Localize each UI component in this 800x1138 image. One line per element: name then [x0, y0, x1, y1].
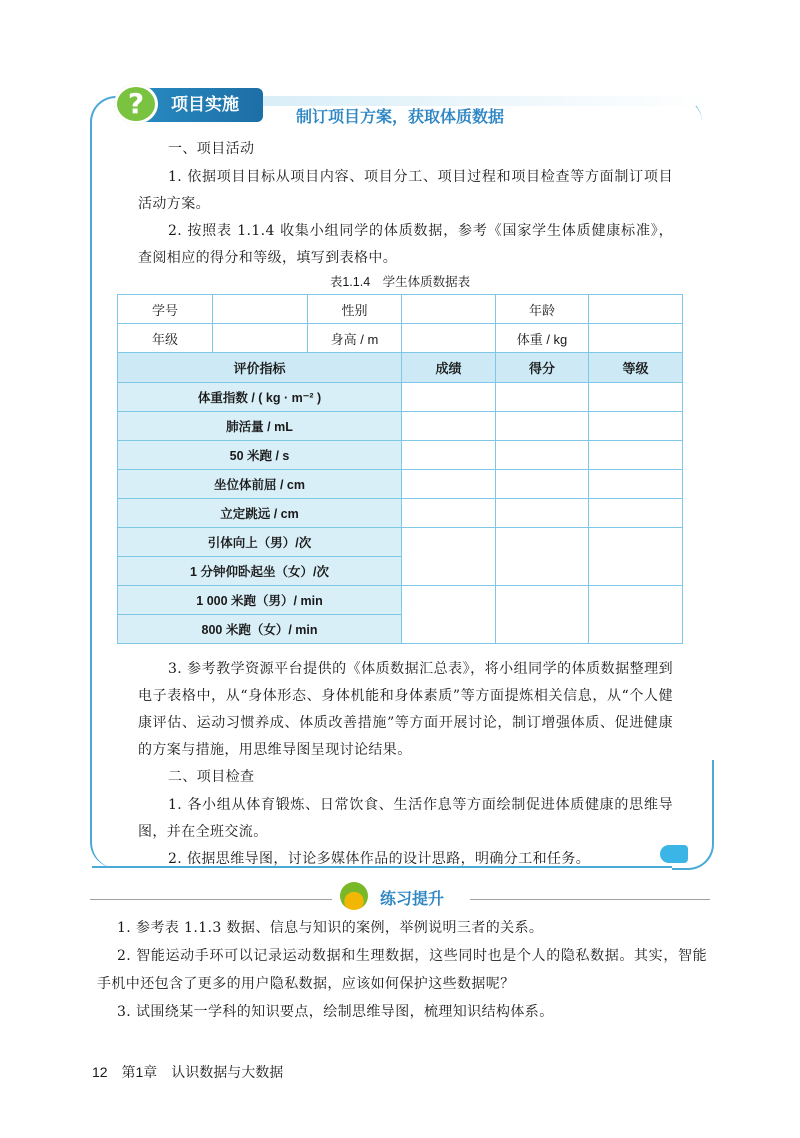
page-number: 12: [92, 1064, 108, 1080]
column-header: 等级: [589, 353, 683, 383]
indicator-cell: 1 000 米跑（男）/ min: [118, 586, 402, 615]
table-cell: [402, 295, 496, 324]
table-cell: [402, 383, 496, 412]
info-row: [118, 295, 683, 324]
table-cell: [589, 295, 683, 324]
paragraph-4: 1. 各小组从体育锻炼、日常饮食、生活作息等方面绘制促进体质健康的思维导图，并在全班交流。: [138, 797, 673, 840]
table-cell: 年龄: [496, 295, 589, 324]
fitness-data-table: [117, 294, 683, 644]
indicator-cell: 引体向上（男）/次: [118, 528, 402, 557]
paragraph-5: 2. 依据思维导图，讨论多媒体作品的设计思路，明确分工和任务。: [168, 851, 591, 867]
exercise-item-1: 1. 参考表 1.1.3 数据、信息与知识的案例，举例说明三者的关系。: [117, 920, 544, 936]
project-subtitle: 制订项目方案，获取体质数据: [296, 107, 505, 126]
table-cell: [589, 412, 683, 441]
table-row: [118, 470, 683, 499]
table-cell: [496, 528, 589, 586]
table-cell: [496, 383, 589, 412]
table-cell: [589, 499, 683, 528]
table-cell: [496, 412, 589, 441]
indicator-cell: 50 米跑 / s: [118, 441, 402, 470]
table-cell: [402, 324, 496, 353]
chapter-title: 第1章 认识数据与大数据: [121, 1064, 284, 1080]
info-row: [118, 324, 683, 353]
column-header: 得分: [496, 353, 589, 383]
table-cell: [496, 441, 589, 470]
table-cell: [402, 528, 496, 586]
table-cell: [496, 470, 589, 499]
table-row: [118, 441, 683, 470]
table-row: [118, 383, 683, 412]
table-cell: [402, 586, 496, 644]
indicator-cell: 坐位体前屈 / cm: [118, 470, 402, 499]
table-cell: [402, 499, 496, 528]
page-footer: [92, 1062, 283, 1082]
table-cell: [402, 441, 496, 470]
table-cell: 身高 / m: [308, 324, 402, 353]
exercise-title: 练习提升: [380, 889, 445, 908]
table-cell: [589, 441, 683, 470]
table-row: [118, 499, 683, 528]
table-cell: 体重 / kg: [496, 324, 589, 353]
table-cell: [496, 499, 589, 528]
table-row: [118, 528, 683, 557]
table-cell: [589, 586, 683, 644]
table-cell: 性别: [308, 295, 402, 324]
column-header: 成绩: [402, 353, 496, 383]
table-row: [118, 412, 683, 441]
sprout-icon: [340, 882, 368, 910]
paragraph-2: 2. 按照表 1.1.4 收集小组同学的体质数据，参考《国家学生体质健康标准》，查阅相应的得分和等级，填写到表格中。: [138, 223, 673, 266]
indicator-cell: 肺活量 / mL: [118, 412, 402, 441]
question-icon: ?: [114, 84, 158, 124]
table-cell: [589, 324, 683, 353]
divider-right: [470, 899, 710, 900]
indicator-cell: 立定跳远 / cm: [118, 499, 402, 528]
paragraph-3: 3. 参考教学资源平台提供的《体质数据汇总表》，将小组同学的体质数据整理到电子表格中，从“身体形态、身体机能和身体素质”等方面提炼相关信息，从“个人健康评估、运动习惯养成、体质改善措施”等方面开展讨论，制订增强体质、促进健康的方案与措施，用思维导图呈现讨论结果。: [138, 661, 673, 758]
exercise-item-3: 3. 试围绕某一学科的知识要点，绘制思维导图，梳理知识结构体系。: [117, 1004, 554, 1020]
column-header: 评价指标: [118, 353, 402, 383]
indicator-cell: 体重指数 / ( kg · m⁻² ): [118, 383, 402, 412]
table-cell: [402, 470, 496, 499]
table-cell: [589, 528, 683, 586]
table-cell: [402, 412, 496, 441]
project-badge: 项目实施: [115, 88, 263, 122]
table-cell: [496, 586, 589, 644]
table-cell: [213, 324, 308, 353]
table-cell: [213, 295, 308, 324]
table-cell: 学号: [118, 295, 213, 324]
divider-left: [90, 899, 332, 900]
section-heading-activity: 一、项目活动: [168, 141, 255, 157]
paragraph-1: 1. 依据项目目标从项目内容、项目分工、项目过程和项目检查等方面制订项目活动方案。: [138, 169, 673, 212]
indicator-cell: 800 米跑（女）/ min: [118, 615, 402, 644]
section-heading-check: 二、项目检查: [168, 769, 255, 785]
table-cell: [589, 470, 683, 499]
table-cell: [589, 383, 683, 412]
indicator-cell: 1 分钟仰卧起坐（女）/次: [118, 557, 402, 586]
exercise-item-2: 2. 智能运动手环可以记录运动数据和生理数据，这些同时也是个人的隐私数据。其实，智能手机中还包含了更多的用户隐私数据，应该如何保护这些数据呢？: [97, 948, 707, 992]
table-row: [118, 586, 683, 615]
table-cell: 年级: [118, 324, 213, 353]
table-caption: 表1.1.4 学生体质数据表: [329, 275, 471, 289]
table-header-row: [118, 353, 683, 383]
pointing-hand-icon: [660, 845, 688, 863]
